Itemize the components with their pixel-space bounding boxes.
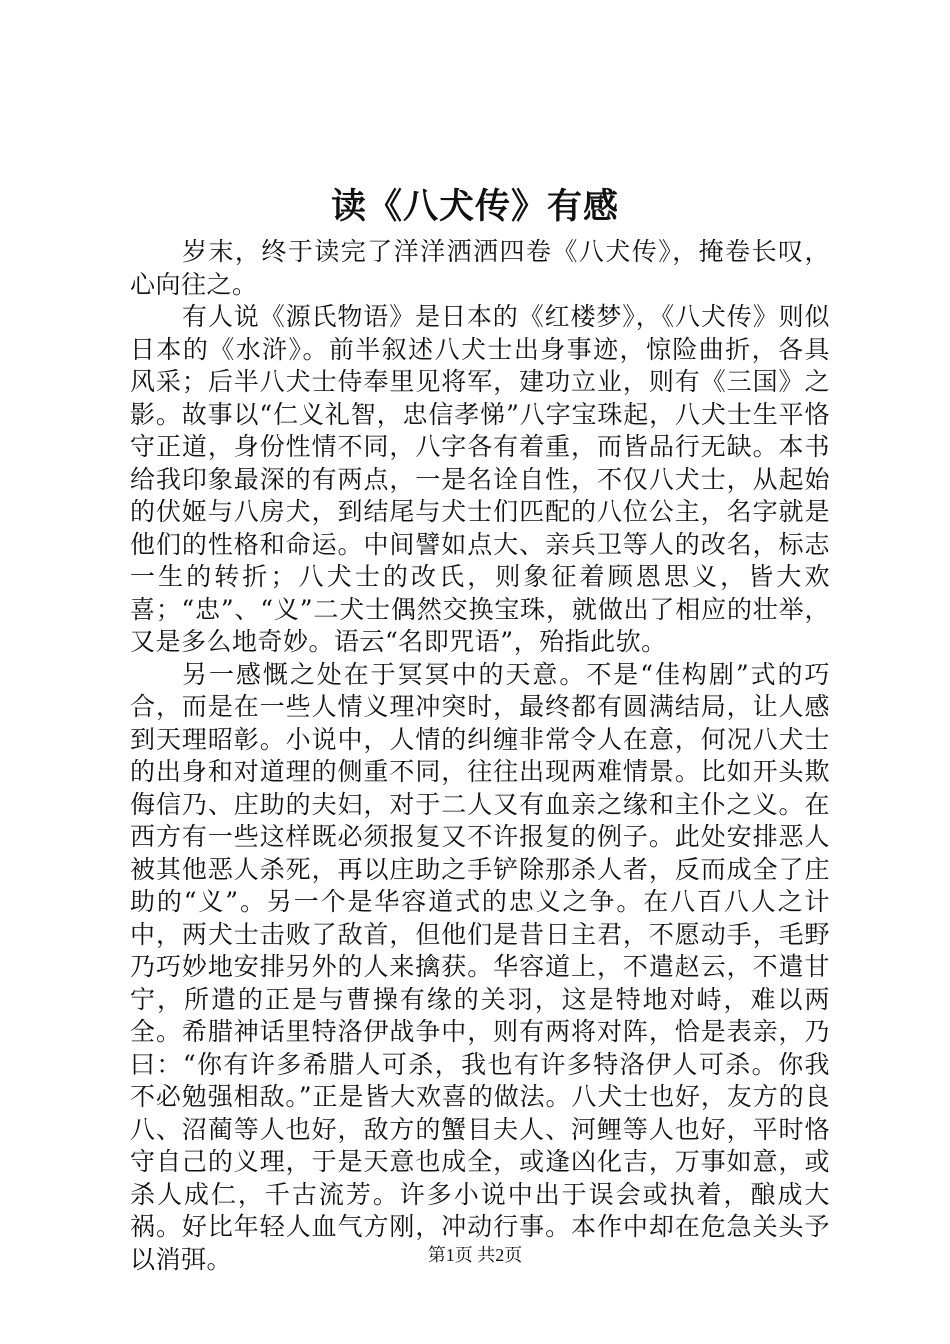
document-body <box>130 236 830 1276</box>
paragraph-1: 岁末，终于读完了洋洋洒洒四卷《八犬传》，掩卷长叹，心向往之。 <box>130 237 830 299</box>
paragraph-3: 另一感慨之处在于冥冥中的天意。不是“佳构剧”式的巧合，而是在一些人情义理冲突时，最终都有圆满结局，让人感到天理昭彰。小说中，人情的纠缠非常令人在意，何况八犬士的出身和对道理的侧重不同，往往出现两难情景。比如开头欺侮信乃、庄助的夫妇，对于二人又有血亲之缘和主仆之义。在西方有一些这样既必须报复又不许报复的例子。此处安排恶人被其他恶人杀死，再以庄助之手铲除那杀人者，反而成全了庄助的“义”。另一个是华容道式的忠义之争。在八百八人之计中，两犬士击败了敌首，但他们是昔日主君，不愿动手，毛野乃巧妙地安排另外的人来擒获。华容道上，不遣赵云，不遣甘宁，所遣的正是与曹操有缘的关羽，这是特地对峙，难以两全。希腊神话里特洛伊战争中，则有两将对阵，恰是表亲，乃曰：“你有许多希腊人可杀，我也有许多特洛伊人可杀。你我不必勉强相敌。”正是皆大欢喜的做法。八犬士也好，友方的良八、沼蔺等人也好，敌方的蟹目夫人、河鲤等人也好，平时恪守自己的义理，于是天意也成全，或逢凶化吉，万事如意，或杀人成仁，千古流芳。许多小说中出于误会或执着，酿成大祸。好比年轻人血气方刚，冲动行事。本作中却在危急关头予以消弭。 <box>130 659 830 1274</box>
paragraph-2: 有人说《源氏物语》是日本的《红楼梦》，《八犬传》则似日本的《水浒》。前半叙述八犬士出身事迹，惊险曲折，各具风采；后半八犬士侍奉里见将军，建功立业，则有《三国》之影。故事以“仁义礼智，忠信孝悌”八字宝珠起，八犬士生平恪守正道，身份性情不同，八字各有着重，而皆品行无缺。本书给我印象最深的有两点，一是名诠自性，不仅八犬士，从起始的伏姬与八房犬，到结尾与犬士们匹配的八位公主，名字就是他们的性格和命运。中间譬如点大、亲兵卫等人的改名，标志一生的转折；八犬士的改氏，则象征着顾恩思义，皆大欢喜；“忠”、“义”二犬士偶然交换宝珠，就做出了相应的壮举，又是多么地奇妙。语云“名即咒语”，殆指此欤。 <box>130 302 830 656</box>
page-number-footer: 第1页 共2页 <box>427 1245 523 1265</box>
document-title: 读《八犬传》有感 <box>330 186 619 227</box>
